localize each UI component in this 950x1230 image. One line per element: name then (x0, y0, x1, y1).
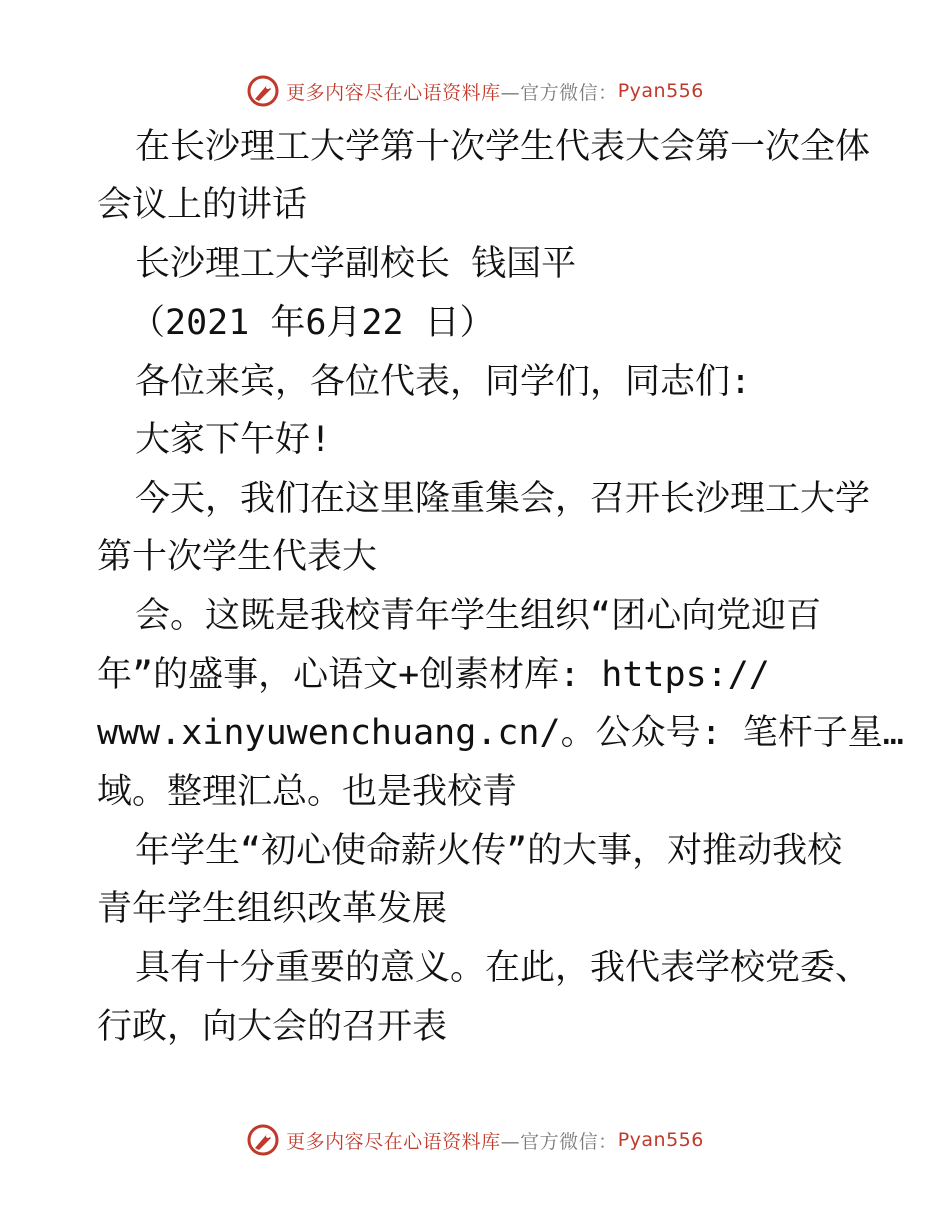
paragraph-line: 今天，我们在这里隆重集会，召开长沙理工大学 (135, 479, 871, 519)
paragraph-line: 年”的盛事，心语文+创素材库: https:// (97, 655, 770, 695)
pen-nib-logo-icon (246, 1123, 280, 1157)
title-line-2: 会议上的讲话 (97, 185, 308, 225)
salutation-line: 各位来宾，各位代表，同学们，同志们: (135, 362, 752, 402)
date-line: （2021 年6月22 日） (130, 303, 495, 343)
paragraph-line: 第十次学生代表大 (97, 537, 378, 577)
banner-text-wechat-label: —官方微信： (500, 81, 618, 104)
banner-text-wechat-id: Pyan556 (617, 80, 704, 102)
banner-text-library: 更多内容尽在心语资料库 (286, 1130, 501, 1153)
paragraph-line: 行政，向大会的召开表 (97, 1007, 448, 1047)
paragraph-line: 具有十分重要的意义。在此，我代表学校党委、 (135, 948, 871, 988)
paragraph-line: www.xinyuwenchuang.cn/。公众号: 笔杆子星… (97, 713, 904, 753)
banner-text-wechat-label: —官方微信： (500, 1130, 618, 1153)
paragraph-line: 域。整理汇总。也是我校青 (97, 772, 518, 812)
banner-text-wechat-id: Pyan556 (617, 1129, 704, 1151)
header-banner (0, 71, 950, 111)
title-line-1: 在长沙理工大学第十次学生代表大会第一次全体 (135, 127, 871, 167)
paragraph-line: 青年学生组织改革发展 (97, 889, 448, 929)
paragraph-line: 年学生“初心使命薪火传”的大事，对推动我校 (135, 831, 843, 871)
author-line: 长沙理工大学副校长 钱国平 (135, 244, 577, 284)
footer-banner (0, 1120, 950, 1160)
greeting-line: 大家下午好! (135, 420, 332, 460)
paragraph-line: 会。这既是我校青年学生组织“团心向党迎百 (135, 596, 822, 636)
banner-text-library: 更多内容尽在心语资料库 (286, 81, 501, 104)
pen-nib-logo-icon (246, 74, 280, 108)
